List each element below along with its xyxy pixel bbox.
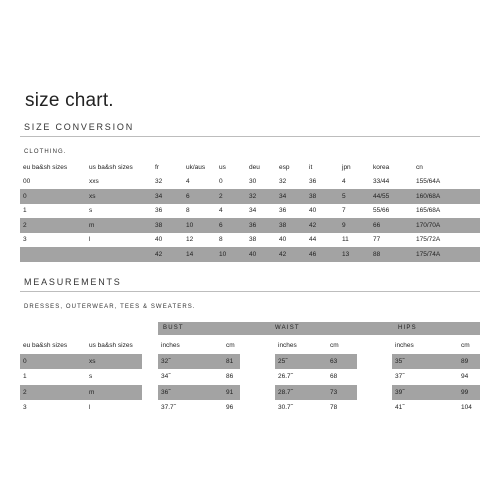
hips-table xyxy=(392,338,480,416)
table-cell: s xyxy=(89,373,93,381)
clothing-subheading: CLOTHING. xyxy=(24,149,67,155)
table-cell: 165/68A xyxy=(416,207,441,215)
waist-row xyxy=(275,369,357,385)
table-cell: 32 xyxy=(155,178,163,186)
table-cell: s xyxy=(89,207,93,215)
table-cell: 14 xyxy=(183,247,216,262)
table-cell: 155/64A xyxy=(416,178,441,186)
table-cell: 1 xyxy=(23,207,27,215)
measurements-heading: MEASUREMENTS xyxy=(24,277,122,287)
column-header: cm xyxy=(461,342,470,350)
waist-row xyxy=(275,385,357,401)
column-header: jpn xyxy=(342,163,351,171)
table-cell: l xyxy=(89,404,91,412)
waist-table xyxy=(275,338,357,416)
size-conversion-table xyxy=(20,160,480,262)
table-cell: 0 xyxy=(20,354,86,370)
table-cell: 40 xyxy=(309,207,317,215)
table-cell: xs xyxy=(86,189,152,204)
table-cell: 7 xyxy=(342,207,346,215)
column-header: inches xyxy=(278,342,297,350)
table-cell: 40 xyxy=(155,236,163,244)
column-header: inches xyxy=(161,342,180,350)
table-cell: xs xyxy=(86,354,142,370)
table-cell: 34 xyxy=(152,189,183,204)
bust-row xyxy=(158,385,240,401)
column-header: us ba&sh sizes xyxy=(89,163,133,171)
bust-row xyxy=(158,354,240,370)
table-cell: 6 xyxy=(183,189,216,204)
table-cell: 42 xyxy=(306,218,339,233)
table-cell: 35˝ xyxy=(392,354,458,370)
table-cell: 44/55 xyxy=(370,189,413,204)
table-cell: 11 xyxy=(342,236,349,244)
column-header: inches xyxy=(395,342,414,350)
table-cell: 9 xyxy=(339,218,370,233)
table-cell: 94 xyxy=(461,373,469,381)
sizes-table xyxy=(20,338,142,416)
table-cell: 26.7˝ xyxy=(278,373,293,381)
table-cell: 12 xyxy=(186,236,194,244)
table-cell: 4 xyxy=(342,178,346,186)
table-cell: 88 xyxy=(370,247,413,262)
table-cell: 32 xyxy=(279,178,287,186)
table-cell: 91 xyxy=(223,385,240,401)
table-cell: 30.7˝ xyxy=(278,404,293,412)
table-cell: 38 xyxy=(276,218,306,233)
table-cell: 2 xyxy=(216,189,246,204)
table-cell: 3 xyxy=(23,404,27,412)
table-cell: 175/72A xyxy=(416,236,441,244)
table-cell: 42 xyxy=(276,247,306,262)
table-cell: 6 xyxy=(216,218,246,233)
table-cell: 63 xyxy=(327,354,357,370)
hips-label: HIPS xyxy=(398,325,417,331)
measurements-divider xyxy=(20,291,480,292)
table-cell: 5 xyxy=(339,189,370,204)
table-cell: 37.7˝ xyxy=(161,404,176,412)
table-cell xyxy=(86,247,152,262)
table-cell: 46 xyxy=(306,247,339,262)
bust-header-row xyxy=(158,338,240,354)
table-cell: 77 xyxy=(373,236,381,244)
table-cell: 36 xyxy=(246,218,276,233)
column-header: deu xyxy=(249,163,260,171)
garments-subheading: DRESSES, OUTERWEAR, TEES & SWEATERS. xyxy=(24,304,196,310)
hips-row xyxy=(392,369,480,385)
table-cell: 1 xyxy=(23,373,27,381)
table-cell: 28.7˝ xyxy=(275,385,327,401)
table-cell: 40 xyxy=(279,236,287,244)
table-cell: m xyxy=(86,385,142,401)
table-cell: 36 xyxy=(279,207,287,215)
conversion-row xyxy=(20,204,480,219)
table-cell: 55/66 xyxy=(373,207,390,215)
conversion-row xyxy=(20,233,480,248)
hips-row xyxy=(392,400,480,416)
table-cell: 38 xyxy=(306,189,339,204)
table-cell: 4 xyxy=(219,207,223,215)
table-cell: 32 xyxy=(246,189,276,204)
table-cell: 44 xyxy=(309,236,317,244)
table-cell: 99 xyxy=(458,385,480,401)
table-cell: 175/74A xyxy=(413,247,480,262)
sizes-row xyxy=(20,369,142,385)
measurements-group-header xyxy=(158,322,480,335)
column-header: eu ba&sh sizes xyxy=(23,163,68,171)
table-cell: 10 xyxy=(183,218,216,233)
column-header: cm xyxy=(226,342,235,350)
table-cell: 0 xyxy=(219,178,223,186)
table-cell: 4 xyxy=(186,178,190,186)
table-cell: 39˝ xyxy=(392,385,458,401)
table-cell: 36 xyxy=(155,207,163,215)
column-header: korea xyxy=(373,163,390,171)
table-cell: 25˝ xyxy=(275,354,327,370)
page-title: size chart. xyxy=(25,90,114,111)
table-cell: 2 xyxy=(20,218,86,233)
sizes-row xyxy=(20,385,142,401)
hips-row xyxy=(392,354,480,370)
column-header: uk/aus xyxy=(186,163,206,171)
column-header: it xyxy=(309,163,313,171)
table-cell: 42 xyxy=(152,247,183,262)
sizes-row xyxy=(20,354,142,370)
table-cell: 3 xyxy=(23,236,27,244)
table-cell: 73 xyxy=(327,385,357,401)
column-header: fr xyxy=(155,163,159,171)
table-cell: 40 xyxy=(246,247,276,262)
table-cell: 34˝ xyxy=(161,373,171,381)
conversion-row xyxy=(20,247,480,262)
table-cell: 13 xyxy=(339,247,370,262)
table-cell: 34 xyxy=(276,189,306,204)
table-cell: 0 xyxy=(20,189,86,204)
size-conversion-divider xyxy=(20,136,480,137)
bust-table xyxy=(158,338,240,416)
waist-row xyxy=(275,354,357,370)
table-cell: 78 xyxy=(330,404,338,412)
waist-label: WAIST xyxy=(275,325,300,331)
table-cell: 8 xyxy=(186,207,190,215)
conversion-row xyxy=(20,218,480,233)
table-cell: 36˝ xyxy=(158,385,223,401)
table-cell: 96 xyxy=(226,404,234,412)
table-cell xyxy=(20,247,86,262)
table-cell: 33/44 xyxy=(373,178,390,186)
table-cell: 86 xyxy=(226,373,234,381)
sizes-header-row xyxy=(20,338,142,354)
table-cell: 81 xyxy=(223,354,240,370)
table-cell: 37˝ xyxy=(395,373,405,381)
table-cell: 104 xyxy=(461,404,472,412)
table-cell: xxs xyxy=(89,178,99,186)
column-header: us ba&sh sizes xyxy=(89,342,133,350)
table-cell: 36 xyxy=(309,178,317,186)
bust-label: BUST xyxy=(163,325,184,331)
table-cell: 68 xyxy=(330,373,338,381)
sizes-row xyxy=(20,400,142,416)
table-cell: 10 xyxy=(216,247,246,262)
conversion-header-row xyxy=(20,160,480,175)
table-cell: 66 xyxy=(370,218,413,233)
column-header: us xyxy=(219,163,226,171)
table-cell: 32˝ xyxy=(158,354,223,370)
hips-header-row xyxy=(392,338,480,354)
bust-row xyxy=(158,369,240,385)
hips-row xyxy=(392,385,480,401)
column-header: esp xyxy=(279,163,290,171)
column-header: eu ba&sh sizes xyxy=(23,342,68,350)
waist-row xyxy=(275,400,357,416)
table-cell: 38 xyxy=(152,218,183,233)
table-cell: m xyxy=(86,218,152,233)
table-cell: 160/68A xyxy=(413,189,480,204)
waist-header-row xyxy=(275,338,357,354)
table-cell: 38 xyxy=(249,236,257,244)
column-header: cm xyxy=(330,342,339,350)
conversion-row xyxy=(20,189,480,204)
size-conversion-heading: SIZE CONVERSION xyxy=(24,122,135,132)
table-cell: 00 xyxy=(23,178,31,186)
table-cell: 34 xyxy=(249,207,257,215)
conversion-row xyxy=(20,175,480,190)
table-cell: 8 xyxy=(219,236,223,244)
table-cell: 41˝ xyxy=(395,404,405,412)
column-header: cn xyxy=(416,163,423,171)
table-cell: l xyxy=(89,236,91,244)
table-cell: 30 xyxy=(249,178,257,186)
table-cell: 170/70A xyxy=(413,218,480,233)
table-cell: 2 xyxy=(20,385,86,401)
table-cell: 89 xyxy=(458,354,480,370)
bust-row xyxy=(158,400,240,416)
